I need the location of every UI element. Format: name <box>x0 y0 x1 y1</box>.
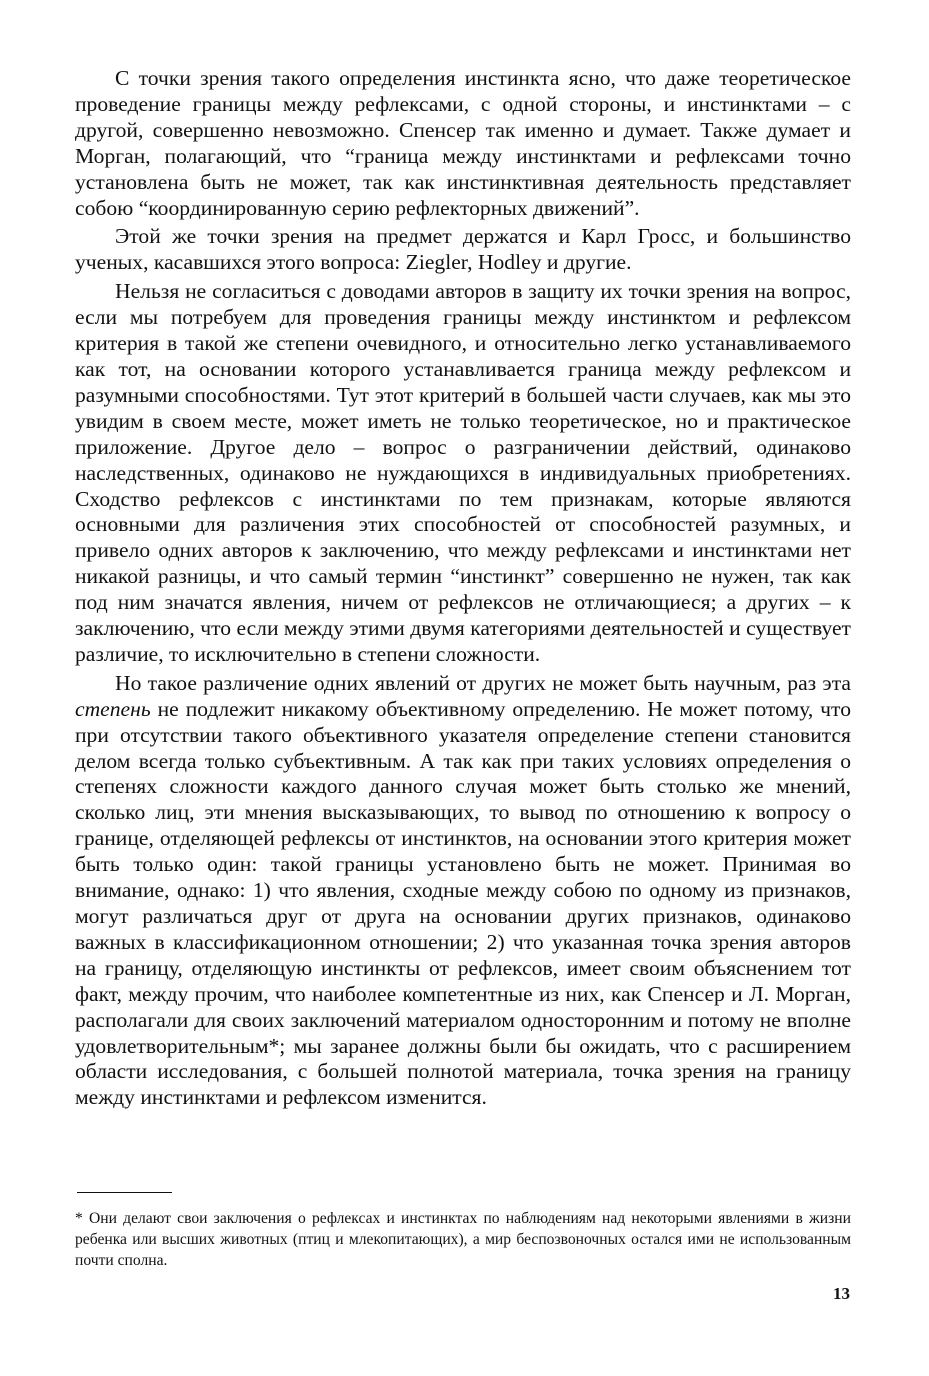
page-number: 13 <box>833 1284 850 1303</box>
paragraph-4 <box>75 671 851 1111</box>
footnote-text: * Они делают свои заключения о рефлексах и инстинктах по наблюдениям над некоторыми явлениями в жизни ребенка или высших животных (птиц и млекопитающих), а мир беспозвоночных остался ими не использованным почти сполна. <box>75 1210 851 1269</box>
paragraph-4-start: Но такое различение одних явлений от других не может быть научным, раз эта <box>115 670 851 695</box>
main-text <box>75 66 851 1114</box>
footnote <box>75 1208 851 1271</box>
paragraph-3: Нельзя не согласиться с доводами авторов в защиту их точки зрения на вопрос, если мы потребуем для проведения границы между инстинктом и рефлексом критерия в такой же степени очевидного, и относительно легко устанавливаемого как тот, на основании которого устанавливается граница между рефлексом и разумными способностями. Тут этот критерий в большей части случаев, как мы это увидим в своем месте, может иметь не только теоретическое, но и практическое приложение. Другое дело – вопрос о разграничении действий, одинаково наследственных, одинаково не нуждающихся в индивидуальных приобретениях. Сходство рефлексов с инстинктами по тем признакам, которые являются основными для различения этих способностей от способностей разумных, и привело одних авторов к заключению, что между рефлексами и инстинктами нет никакой разницы, и что самый термин “инстинкт” совершенно не нужен, так как под ним значатся явления, ничем от рефлексов не отличающиеся; а других – к заключению, что если между этими двумя категориями деятельностей и существует различие, то исключительно в степени сложности. <box>75 279 851 666</box>
paragraph-1: С точки зрения такого определения инстинкта ясно, что даже теоретическое проведение границы между рефлексами, с одной стороны, и инстинктами – с другой, совершенно невозможно. Спенсер так именно и думает. Также думает и Морган, полагающий, что “граница между инстинктами и рефлексами точно установлена быть не может, так как инстинктивная деятельность представляет собою “координированную серию рефлекторных движений”. <box>75 66 851 220</box>
footnote-divider <box>77 1192 172 1193</box>
paragraph-2: Этой же точки зрения на предмет держатся и Карл Гросс, и большинство ученых, касавшихся этого вопроса: Ziegler, Hodley и другие. <box>75 224 851 275</box>
emphasized-word: степень <box>75 696 151 721</box>
paragraph-4-rest: не подлежит никакому объективному определению. Не может потому, что при отсутствии такого объективного указателя определение степени становится делом всегда только субъективным. А так как при таких условиях определения о степенях сложности каждого данного случая может быть столько же мнений, сколько лиц, эти мнения высказывающих, то вывод по отношению к вопросу о границе, отделяющей рефлексы от инстинктов, на основании этого критерия может быть только один: такой границы установлено быть не может. Принимая во внимание, однако: 1) что явления, сходные между собою по одному из признаков, могут различаться друг от друга на основании других признаков, одинаково важных в классификационном отношении; 2) что указанная точка зрения авторов на границу, отделяющую инстинкты от рефлексов, имеет своим объяснением тот факт, между прочим, что наиболее компетентные из них, как Спенсер и Л. Морган, располагали для своих заключений материалом односторонним и потому не вполне удовлетворительным*; мы заранее должны были бы ожидать, что с расширением области исследования, с большей полнотой материала, точка зрения на границу между инстинктами и рефлексом изменится. <box>75 696 851 1110</box>
